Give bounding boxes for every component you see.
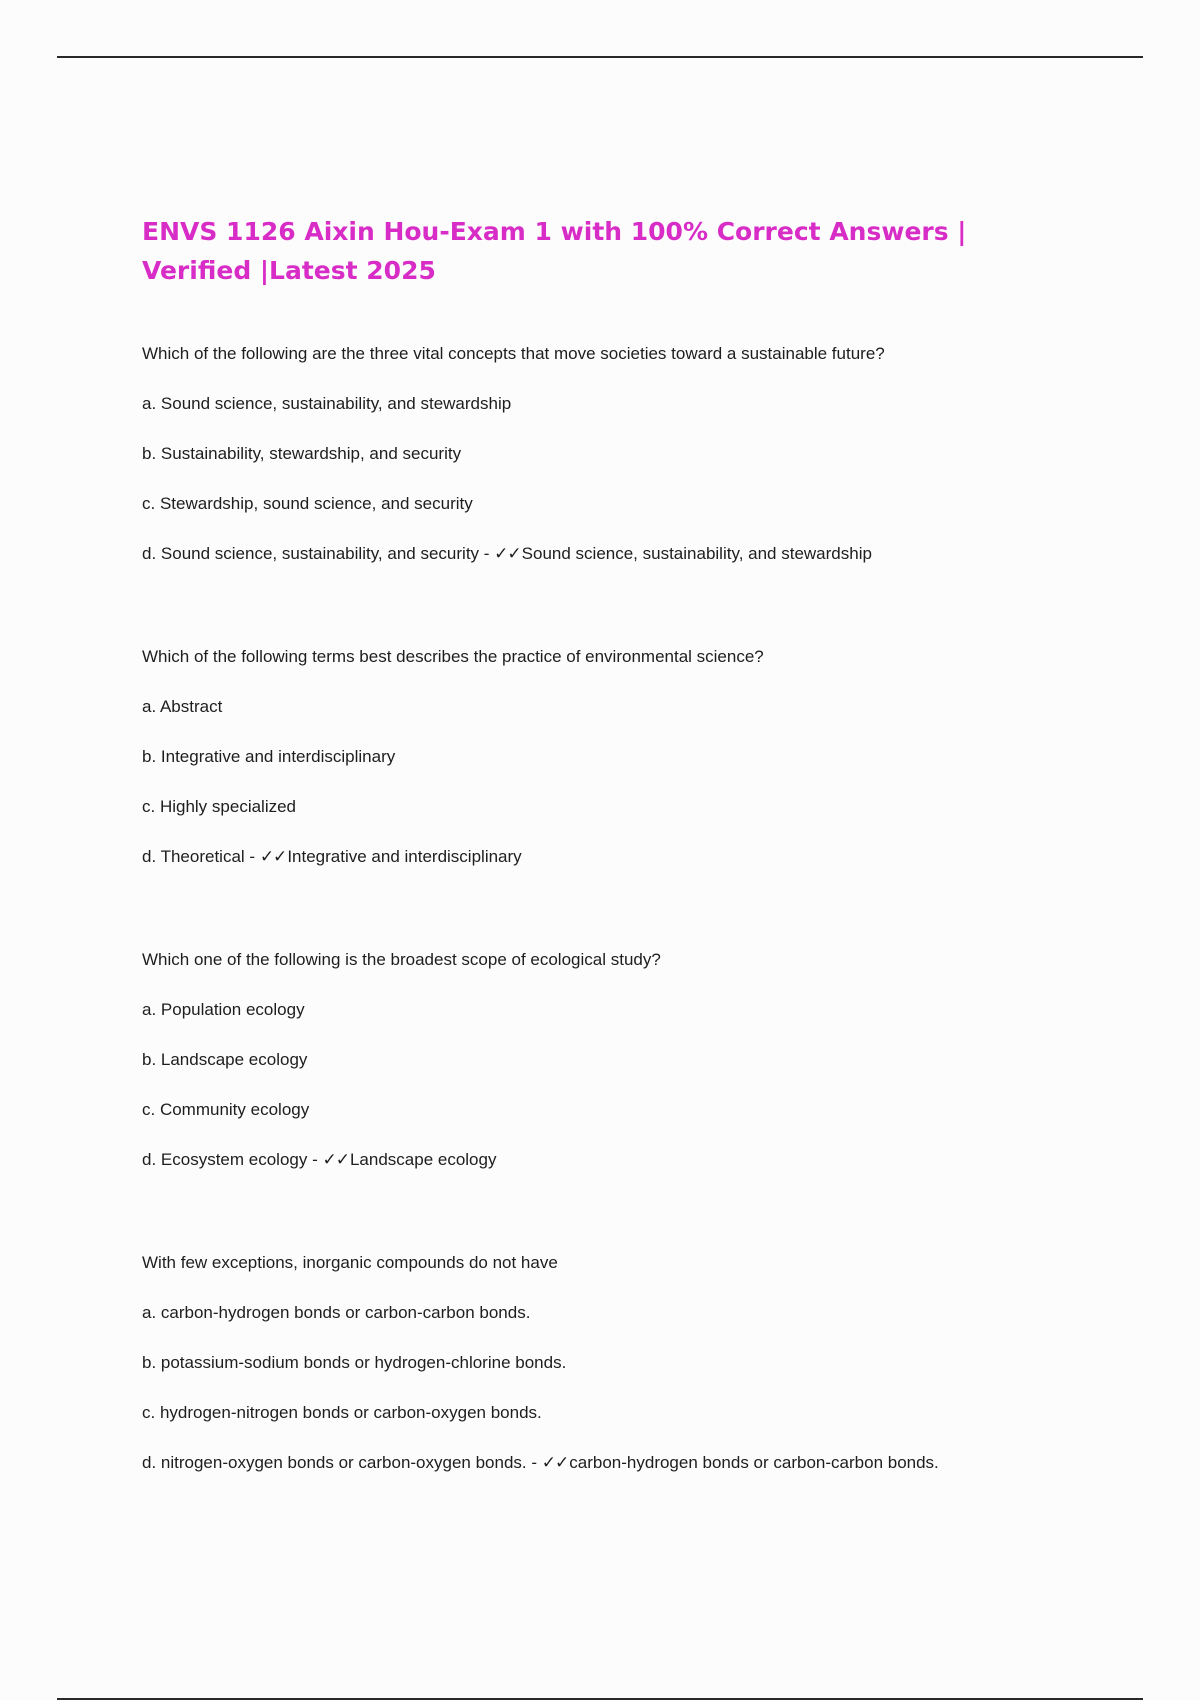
- option-b: b. Landscape ecology: [142, 1050, 308, 1069]
- answer-separator: -: [244, 847, 260, 866]
- double-check-icon: ✓✓: [494, 544, 521, 564]
- option-d-with-answer: [142, 1149, 1142, 1171]
- correct-answer: Sound science, sustainability, and stewardship: [521, 544, 872, 563]
- question-text: Which one of the following is the broadest scope of ecological study?: [142, 950, 661, 969]
- option-d: d. nitrogen-oxygen bonds or carbon-oxygen bonds.: [142, 1453, 527, 1472]
- option-c: c. Stewardship, sound science, and security: [142, 494, 473, 513]
- question-block: [142, 949, 1142, 1171]
- question-block: [142, 646, 1142, 868]
- question-text: Which of the following terms best describes the practice of environmental science?: [142, 647, 764, 666]
- option-d: d. Theoretical: [142, 847, 245, 866]
- answer-separator: -: [307, 1150, 323, 1169]
- option-d-with-answer: [142, 543, 1142, 565]
- question-block: [142, 1252, 1142, 1474]
- correct-answer: Landscape ecology: [349, 1150, 497, 1169]
- question-block: [142, 343, 1142, 565]
- double-check-icon: ✓✓: [541, 1453, 569, 1473]
- option-a: a. carbon-hydrogen bonds or carbon-carbon bonds.: [142, 1303, 531, 1322]
- option-c: c. Highly specialized: [142, 797, 297, 816]
- option-b: b. Integrative and interdisciplinary: [142, 747, 396, 766]
- option-d-with-answer: [142, 846, 1142, 868]
- option-d: d. Ecosystem ecology: [142, 1150, 308, 1169]
- double-check-icon: ✓✓: [322, 1150, 349, 1170]
- option-a: a. Abstract: [142, 697, 223, 716]
- option-b: b. Sustainability, stewardship, and security: [142, 444, 462, 463]
- header-rule: [57, 56, 1143, 58]
- document-title: ENVS 1126 Aixin Hou-Exam 1 with 100% Correct Answers | Verified |Latest 2025: [142, 217, 967, 285]
- question-text: Which of the following are the three vital concepts that move societies toward a sustainable future?: [142, 344, 885, 363]
- option-d: d. Sound science, sustainability, and security: [142, 544, 480, 563]
- option-d-with-answer: [142, 1452, 1142, 1474]
- question-text: With few exceptions, inorganic compounds do not have: [142, 1253, 558, 1272]
- correct-answer: Integrative and interdisciplinary: [287, 847, 522, 866]
- option-a: a. Population ecology: [142, 1000, 305, 1019]
- option-c: c. Community ecology: [142, 1100, 310, 1119]
- answer-separator: -: [526, 1453, 542, 1472]
- double-check-icon: ✓✓: [259, 847, 287, 867]
- option-a: a. Sound science, sustainability, and stewardship: [142, 394, 512, 413]
- answer-separator: -: [479, 544, 495, 563]
- option-b: b. potassium-sodium bonds or hydrogen-chlorine bonds.: [142, 1353, 567, 1372]
- option-c: c. hydrogen-nitrogen bonds or carbon-oxygen bonds.: [142, 1403, 542, 1422]
- correct-answer: carbon-hydrogen bonds or carbon-carbon bonds.: [569, 1453, 939, 1472]
